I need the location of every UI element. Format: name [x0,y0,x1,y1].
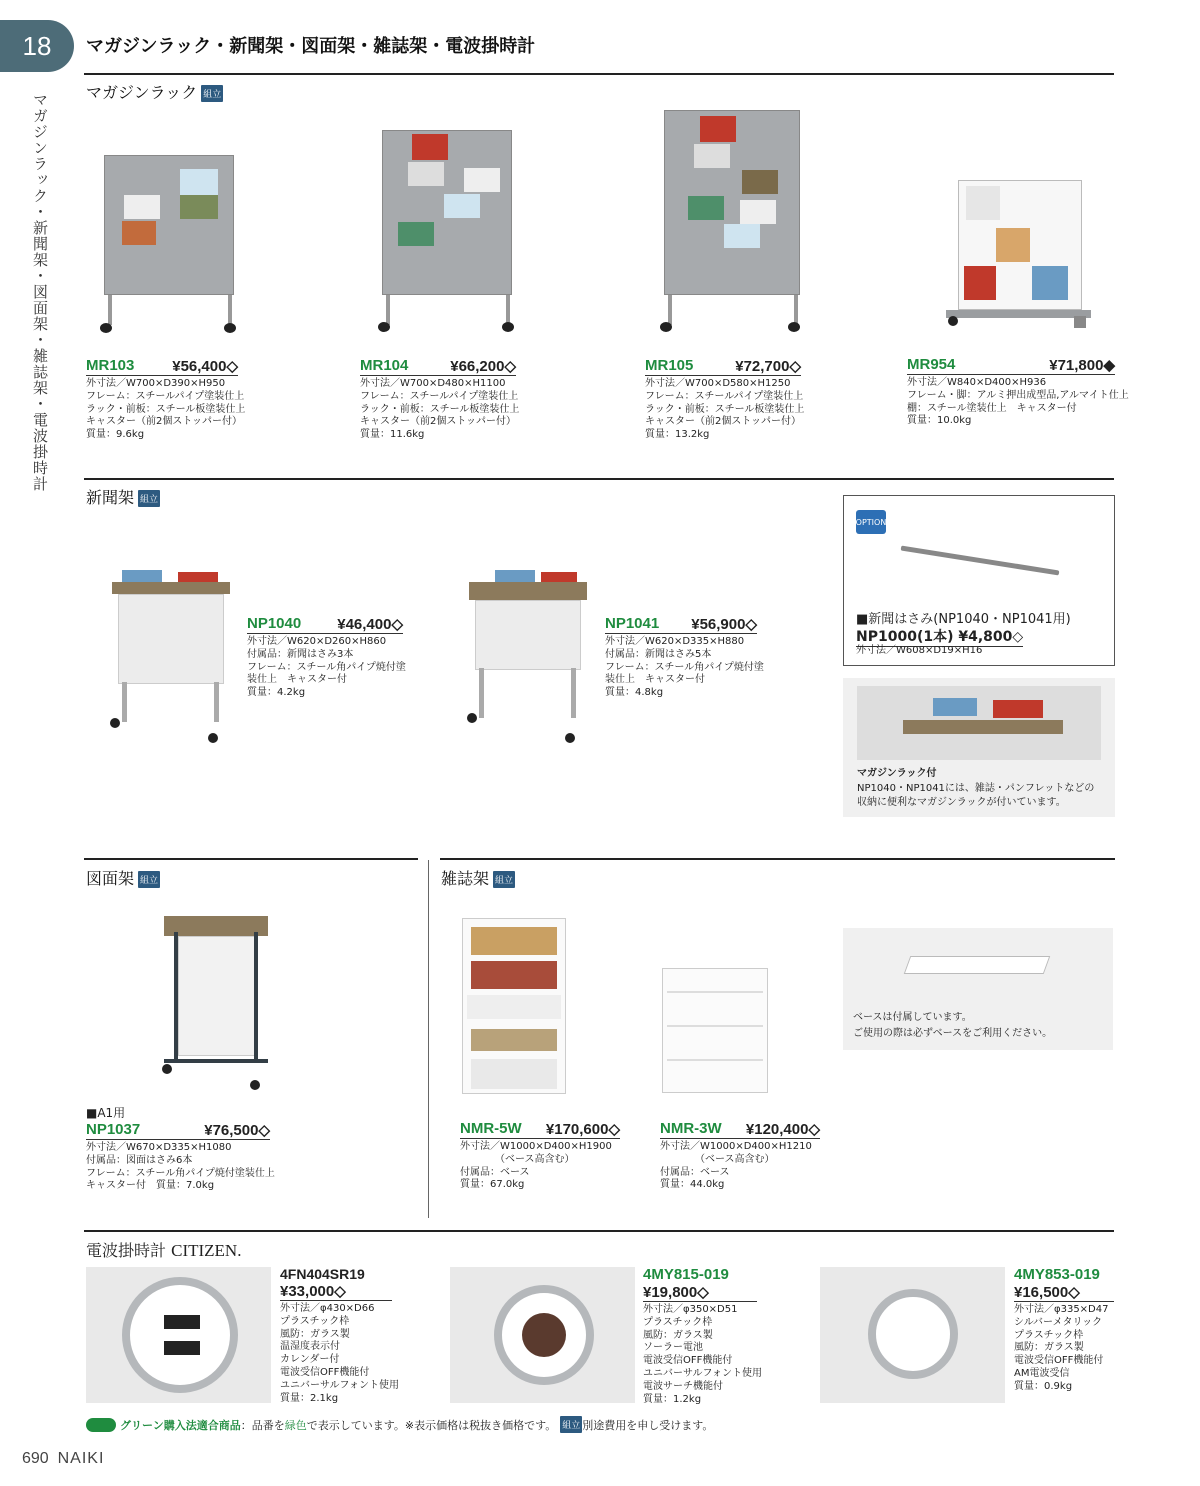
product-code: MR103 [86,357,135,374]
nmr3w-block: NMR-3W ¥120,400◇ 外寸法／W1000×D400×H1210 （ベース高含む） 付属品：ベース 質量：44.0kg [660,1120,820,1191]
newspaper-clip-image [901,546,1060,576]
product-code: 4MY815-019 [643,1266,729,1283]
mr954-block: MR954 ¥71,800◆ 外寸法／W840×D400×H936 フレーム・脚：アルミ押出成型品,アルマイト仕上 棚：スチール塗装仕上 キャスター付 質量：10.0kg [907,356,1129,427]
base-image [904,956,1051,974]
np1037-block: ■A1用 NP1037 ¥76,500◇ 外寸法／W670×D335×H1080 付属品：図面はさみ6本 フレーム：スチール角パイプ焼付塗装仕上 キャスター付 質量：7.0kg [86,1106,275,1192]
option-badge: OPTION [856,510,886,534]
base-note-text: ベースは付属しています。 ご使用の際は必ずベースをご利用ください。 [853,1012,1053,1039]
np1041-image [465,568,590,746]
clock3-block: 4MY853-019 ¥16,500◇ 外寸法／φ335×D47 シルバーメタリック プラスチック枠 風防：ガラス製 電波受信OFF機能付 AM電波受信 質量：0.9kg [1014,1266,1114,1394]
option-code-price: NP1000(1本) ¥4,800◇ [856,626,1023,647]
citizen-logo: CITIZEN. [171,1241,242,1260]
clock2-block: 4MY815-019 ¥19,800◇ 外寸法／φ350×D51 プラスチック枠 風防：ガラス製 ソーラー電池 電波受信OFF機能付 ユニバーサルフォント使用 電波サーチ機能付 質量：1.2kg [643,1266,762,1405]
green-mark-icon [86,1418,116,1432]
np1040-image [108,568,233,746]
mag-attach-text: NP1040・NP1041には、雑誌・パンフレットなどの 収納に便利なマガジンラックが付いています。 [857,783,1095,808]
section-newspaper-title: 新聞架 組立 [86,488,159,507]
page-number: 690 [22,1450,49,1467]
product-code: NMR-5W [460,1120,522,1137]
side-label: マガジンラック・新聞架・図面架・雑誌架・電波掛時計 [31,92,49,492]
section-drawing-title: 図面架 組立 [86,869,159,888]
mr954-image [946,180,1091,335]
nmr5w-image [462,918,566,1094]
mag-attach-box [843,678,1115,817]
product-price: ¥56,900◇ [691,616,757,633]
divider [84,858,418,860]
product-price: ¥71,800◆ [1049,357,1115,374]
mr105-block: MR105 ¥72,700◇ 外寸法／W700×D580×H1250 フレーム：スチールパイプ塗装仕上 ラック・前板：スチール板塗装仕上 キャスター（前2個ストッパー付） 質量：13.2kg [645,357,805,441]
np1041-block: NP1041 ¥56,900◇ 外寸法／W620×D335×H880 付属品：新聞はさみ5本 フレーム：スチール角パイプ焼付塗 装仕上 キャスター付 質量：4.8kg [605,615,764,699]
product-code: MR954 [907,356,956,373]
divider [84,1230,1114,1232]
green-label: グリーン購入法適合商品 [120,1418,241,1432]
np1040-block: NP1040 ¥46,400◇ 外寸法／W620×D260×H860 付属品：新聞はさみ3本 フレーム：スチール角パイプ焼付塗 装仕上 キャスター付 質量：4.2kg [247,615,406,699]
product-code: NP1040 [247,615,302,632]
divider [440,858,1115,860]
clock-face [494,1285,594,1385]
mr104-block: MR104 ¥66,200◇ 外寸法／W700×D480×H1100 フレーム：スチールパイプ塗装仕上 ラック・前板：スチール板塗装仕上 キャスター（前2個ストッパー付） 質量：11.6kg [360,357,520,441]
clock-face [868,1289,958,1379]
product-price: ¥16,500◇ [1014,1283,1114,1302]
clock-face [122,1277,238,1393]
mag-attach-head: マガジンラック付 [857,768,937,779]
product-code: NMR-3W [660,1120,722,1137]
footer-note: グリーン購入法適合商品 ：品番を 緑色 で表示しています。※表示価格は税抜き価格です。 組立 別途費用を申し受けます。 [86,1416,713,1433]
product-price: ¥66,200◇ [450,358,516,375]
page-number-block [22,1450,104,1468]
clock3-image [820,1267,1005,1403]
clock1-block: 4FN404SR19 ¥33,000◇ 外寸法／φ430×D66 プラスチック枠 風防：ガラス製 温湿度表示付 カレンダー付 電波受信OFF機能付 ユニバーサルフォント使用 質量：2.1kg [280,1266,399,1404]
divider [84,478,1114,480]
option-line1: ■新聞はさみ(NP1040・NP1041用) [856,612,1071,627]
product-code: 4FN404SR19 [280,1266,365,1282]
product-code: 4MY853-019 [1014,1266,1100,1283]
product-code: NP1041 [605,615,660,632]
section-magazine-title: マガジンラック 組立 [86,83,222,102]
product-price: ¥72,700◇ [735,358,801,375]
nmr3w-image [662,968,768,1093]
vertical-divider [428,860,429,1218]
product-price: ¥33,000◇ [280,1282,392,1301]
product-price: ¥56,400◇ [172,358,238,375]
clock1-image [86,1267,271,1403]
product-code: MR105 [645,357,694,374]
section-magazine2-title: 雑誌架 組立 [441,869,514,888]
product-code: MR104 [360,357,409,374]
product-code: NP1037 [86,1121,141,1138]
brand-name: NAIKI [57,1450,105,1467]
mr104-image [378,130,518,335]
nmr5w-block: NMR-5W ¥170,600◇ 外寸法／W1000×D400×H1900 （ベース高含む） 付属品：ベース 質量：67.0kg [460,1120,620,1191]
product-price: ¥46,400◇ [337,616,403,633]
section-clock-title: 電波掛時計 CITIZEN. [86,1241,242,1260]
product-price: ¥170,600◇ [545,1121,620,1138]
mr103-block: MR103 ¥56,400◇ 外寸法／W700×D390×H950 フレーム：スチールパイプ塗装仕上 ラック・前板：スチール板塗装仕上 キャスター（前2個ストッパー付） 質量：9.6kg [86,357,246,441]
mr103-image [100,155,240,335]
product-price: ¥19,800◇ [643,1283,757,1302]
assembly-badge: 組立 [201,85,223,102]
option-spec: 外寸法／W608×D19×H16 [856,645,983,656]
divider [84,73,1114,75]
mr105-image [660,110,805,335]
chapter-number: 18 [22,30,52,61]
chapter-tab [0,20,74,72]
clock2-image [450,1267,635,1403]
page-title: マガジンラック・新聞架・図面架・雑誌架・電波掛時計 [86,36,536,57]
option-box [843,495,1115,666]
base-note-box [843,928,1113,1050]
np1037-image [160,914,270,1092]
product-price: ¥120,400◇ [745,1121,820,1138]
product-price: ¥76,500◇ [204,1122,270,1139]
np1037-pre: ■A1用 [86,1106,126,1120]
